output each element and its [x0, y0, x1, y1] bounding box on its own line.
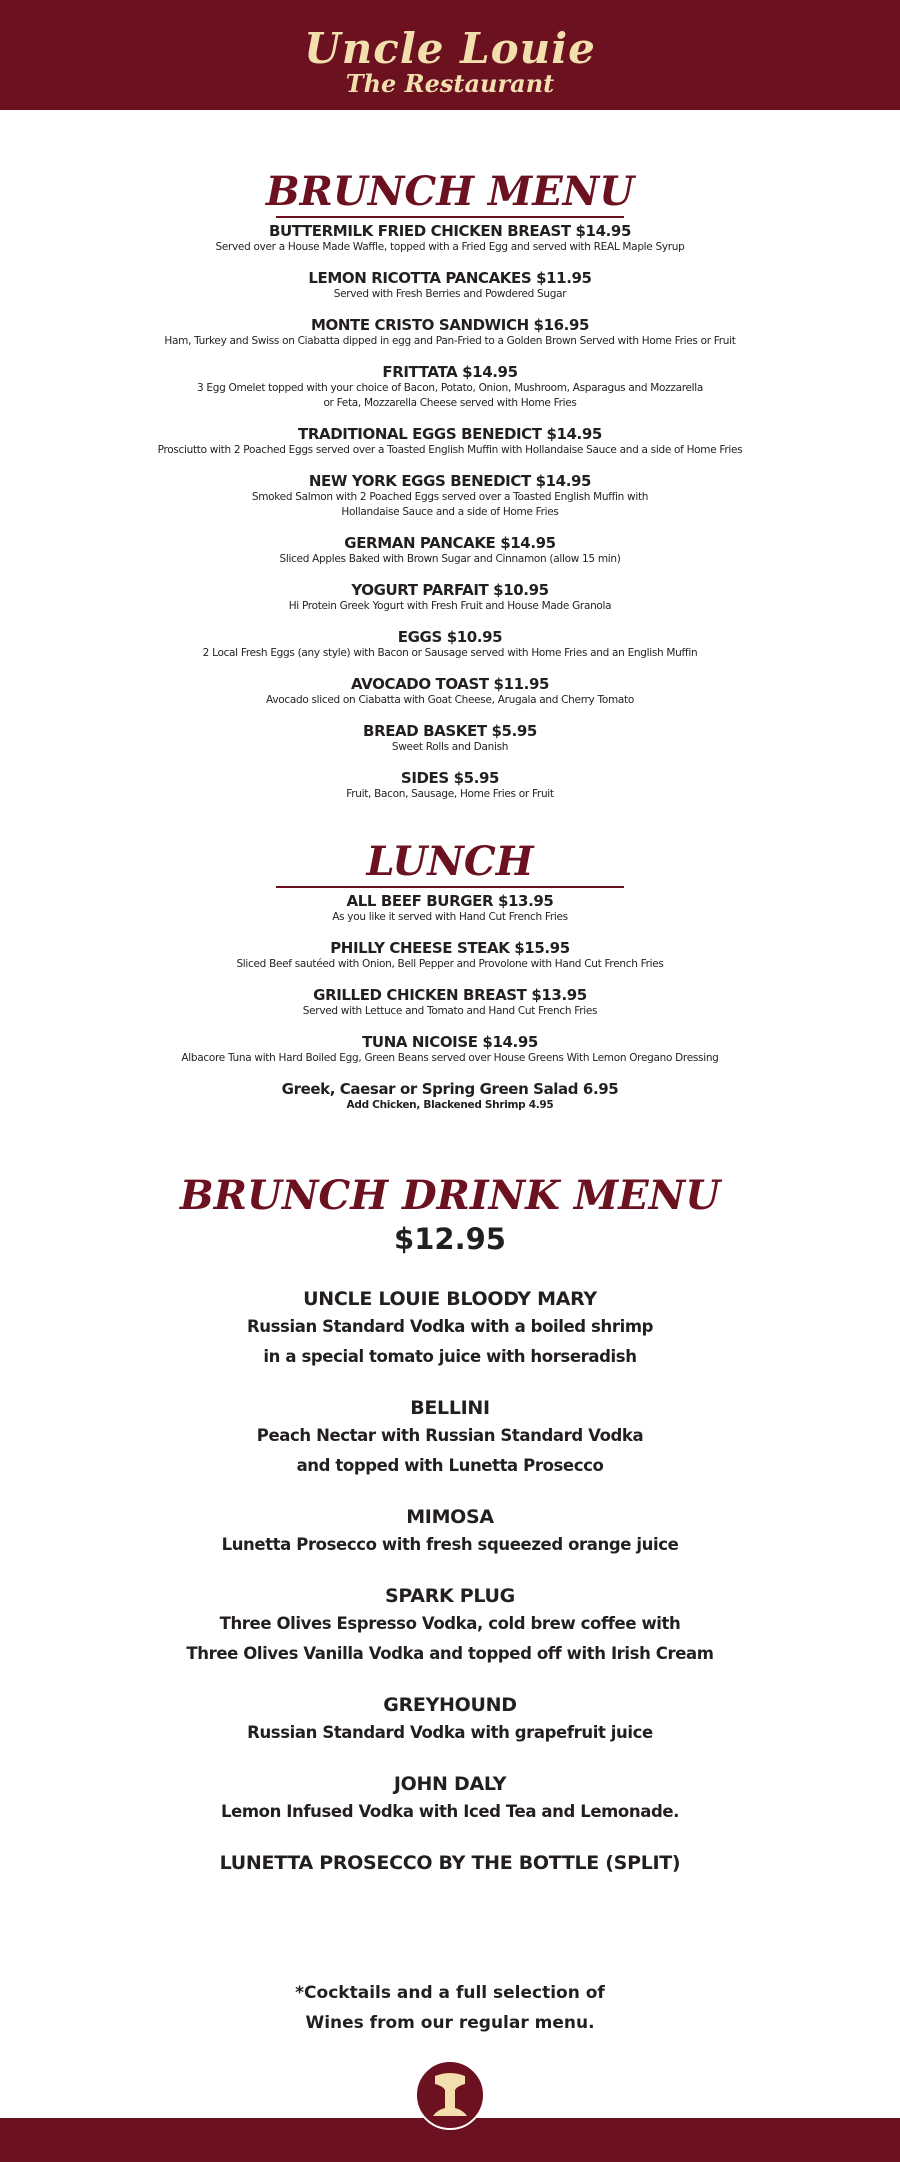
- brunch-rule: [276, 216, 624, 218]
- lunch-rule: [276, 886, 624, 888]
- drink-title: BRUNCH DRINK MENU: [179, 1172, 721, 1219]
- drinks-footnote: *Cocktails and a full selection of Wines from our regular menu.: [295, 1983, 605, 2033]
- item-desc: Sweet Rolls and Danish: [391, 741, 509, 753]
- item-name: LEMON RICOTTA PANCAKES $11.95: [308, 269, 592, 287]
- menu-item: [110, 425, 790, 458]
- menu-item: [110, 581, 790, 614]
- brand-name: Uncle Louie: [304, 24, 596, 73]
- drink-item: [100, 1504, 800, 1560]
- item-name: MONTE CRISTO SANDWICH $16.95: [310, 316, 590, 334]
- lunch-title: LUNCH: [366, 838, 534, 885]
- drink-list: [100, 1286, 800, 1899]
- menu-item: [110, 534, 790, 567]
- item-desc: Add Chicken, Blackened Shrimp 4.95: [346, 1099, 554, 1111]
- menu-item: [110, 472, 790, 520]
- brunch-list: [110, 222, 790, 816]
- item-name: TRADITIONAL EGGS BENEDICT $14.95: [298, 425, 602, 443]
- drink-desc: Lunetta Prosecco with fresh squeezed orange juice: [221, 1535, 679, 1554]
- menu-item: [110, 769, 790, 802]
- drink-item: [100, 1771, 800, 1827]
- item-name: BREAD BASKET $5.95: [363, 722, 537, 740]
- item-name: EGGS $10.95: [397, 628, 503, 646]
- drink-name: MIMOSA: [406, 1506, 494, 1528]
- item-desc: Albacore Tuna with Hard Boiled Egg, Green Beans served over House Greens With Lemon Oregano Dressing: [181, 1052, 719, 1064]
- menu-item: [110, 316, 790, 349]
- menu-item: [110, 628, 790, 661]
- item-name: BUTTERMILK FRIED CHICKEN BREAST $14.95: [268, 222, 631, 240]
- item-desc: Sliced Apples Baked with Brown Sugar and Cinnamon (allow 15 min): [279, 553, 621, 565]
- item-name: TUNA NICOISE $14.95: [362, 1033, 538, 1051]
- item-desc: Prosciutto with 2 Poached Eggs served over a Toasted English Muffin with Hollandaise Sauce and a side of Home Fries: [157, 444, 743, 456]
- item-desc: Served with Fresh Berries and Powdered Sugar: [333, 288, 567, 300]
- drink-item: [100, 1850, 800, 1876]
- item-desc: Hi Protein Greek Yogurt with Fresh Fruit and House Made Granola: [288, 600, 612, 612]
- item-name: YOGURT PARFAIT $10.95: [351, 581, 549, 599]
- item-name: ALL BEEF BURGER $13.95: [346, 892, 554, 910]
- drink-desc: Peach Nectar with Russian Standard Vodka and topped with Lunetta Prosecco: [256, 1426, 644, 1475]
- drink-name: JOHN DALY: [393, 1773, 507, 1795]
- lunch-list: [110, 892, 790, 1127]
- item-desc: 2 Local Fresh Eggs (any style) with Bacon or Sausage served with Home Fries and an English Muffin: [202, 647, 698, 659]
- restaurant-logo-icon: [415, 2060, 485, 2130]
- menu-item: [110, 1080, 790, 1113]
- item-name: AVOCADO TOAST $11.95: [350, 675, 550, 693]
- drink-name: SPARK PLUG: [385, 1585, 515, 1607]
- item-desc: Served with Lettuce and Tomato and Hand Cut French Fries: [302, 1005, 598, 1017]
- drink-item: [100, 1583, 800, 1669]
- drink-name: LUNETTA PROSECCO BY THE BOTTLE (SPLIT): [219, 1852, 681, 1874]
- item-name: NEW YORK EGGS BENEDICT $14.95: [308, 472, 592, 490]
- menu-item: [110, 222, 790, 255]
- drink-name: BELLINI: [410, 1397, 490, 1419]
- drink-desc: Russian Standard Vodka with a boiled shrimp in a special tomato juice with horseradish: [246, 1317, 654, 1366]
- item-desc: Sliced Beef sautéed with Onion, Bell Pepper and Provolone with Hand Cut French Fries: [236, 958, 664, 970]
- menu-item: [110, 1033, 790, 1066]
- drink-desc: Russian Standard Vodka with grapefruit juice: [247, 1723, 653, 1742]
- menu-item: [110, 939, 790, 972]
- header-banner: [0, 0, 900, 110]
- item-name: GERMAN PANCAKE $14.95: [344, 534, 556, 552]
- item-name: FRITTATA $14.95: [382, 363, 518, 381]
- item-desc: As you like it served with Hand Cut French Fries: [332, 911, 568, 923]
- item-desc: Avocado sliced on Ciabatta with Goat Cheese, Arugala and Cherry Tomato: [266, 694, 634, 706]
- drink-desc: Lemon Infused Vodka with Iced Tea and Lemonade.: [220, 1802, 680, 1821]
- drink-item: [100, 1692, 800, 1748]
- item-desc: 3 Egg Omelet topped with your choice of Bacon, Potato, Onion, Mushroom, Asparagus and Mozzarella or Feta, Mozzarella Cheese served with Home Fries: [196, 382, 704, 409]
- drink-name: UNCLE LOUIE BLOODY MARY: [303, 1288, 597, 1310]
- item-name: SIDES $5.95: [400, 769, 500, 787]
- drink-price: $12.95: [394, 1222, 506, 1256]
- item-desc: Smoked Salmon with 2 Poached Eggs served over a Toasted English Muffin with Hollandaise Sauce and a side of Home Fries: [251, 491, 649, 518]
- item-name: GRILLED CHICKEN BREAST $13.95: [313, 986, 587, 1004]
- drink-item: [100, 1395, 800, 1481]
- drink-name: GREYHOUND: [383, 1694, 517, 1716]
- menu-item: [110, 363, 790, 411]
- menu-item: [110, 675, 790, 708]
- item-desc: Ham, Turkey and Swiss on Ciabatta dipped in egg and Pan-Fried to a Golden Brown Served with Home Fries or Fruit: [164, 335, 736, 347]
- item-name: Greek, Caesar or Spring Green Salad 6.95: [281, 1080, 619, 1098]
- item-desc: Fruit, Bacon, Sausage, Home Fries or Fruit: [346, 788, 554, 800]
- drink-desc: Three Olives Espresso Vodka, cold brew coffee with Three Olives Vanilla Vodka and topped off with Irish Cream: [186, 1614, 714, 1663]
- brunch-title: BRUNCH MENU: [265, 168, 635, 215]
- menu-item: [110, 722, 790, 755]
- item-desc: Served over a House Made Waffle, topped with a Fried Egg and served with REAL Maple Syrup: [215, 241, 685, 253]
- drink-item: [100, 1286, 800, 1372]
- menu-item: [110, 269, 790, 302]
- menu-item: [110, 892, 790, 925]
- item-name: PHILLY CHEESE STEAK $15.95: [330, 939, 570, 957]
- menu-item: [110, 986, 790, 1019]
- brand-subtitle: The Restaurant: [345, 69, 555, 98]
